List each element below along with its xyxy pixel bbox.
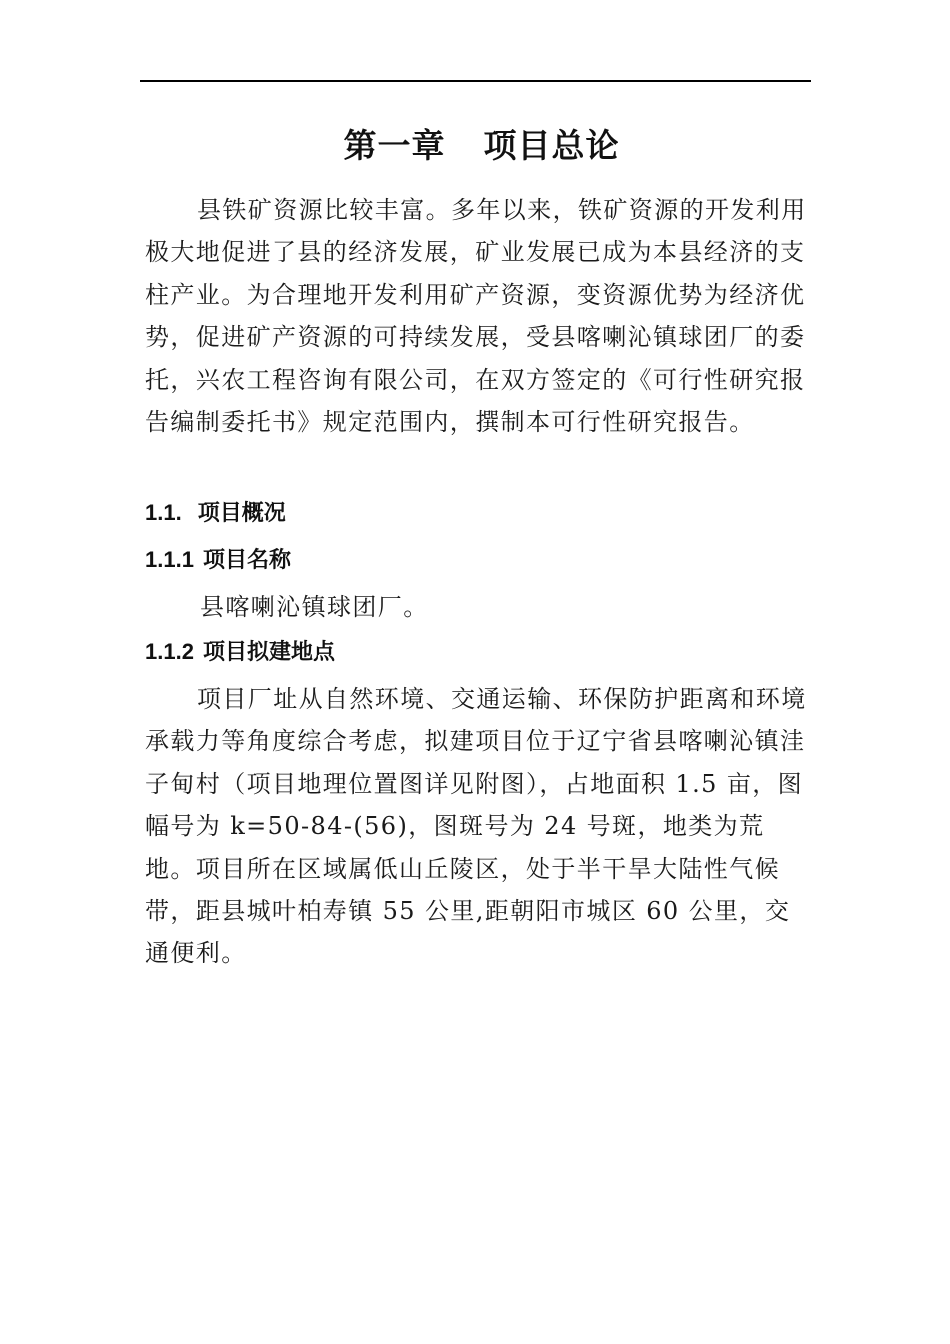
subsection-number: 1.1.1	[145, 547, 194, 572]
intro-paragraph: 县铁矿资源比较丰富。多年以来，铁矿资源的开发利用极大地促进了县的经济发展，矿业发展已成为本县经济的支柱产业。为合理地开发利用矿产资源，变资源优势为经济优势，促进矿产资源的可持续发展，受县喀喇沁镇球团厂的委托，兴农工程咨询有限公司，在双方签定的《可行性研究报告编制委托书》规定范围内，撰制本可行性研究报告。	[145, 196, 807, 437]
subsection-title: 项目拟建地点	[202, 639, 335, 664]
subsection-title: 项目名称	[202, 547, 291, 572]
subsection-heading-project-site	[145, 637, 335, 667]
chapter-name: 项目总论	[483, 126, 620, 165]
chapter-number: 第一章	[343, 126, 446, 165]
subsection-number: 1.1.2	[145, 639, 194, 664]
project-site-paragraph: 项目厂址从自然环境、交通运输、环保防护距离和环境承载力等角度综合考虑，拟建项目位于辽宁省县喀喇沁镇洼子甸村（项目地理位置图详见附图），占地面积 1.5 亩，图幅号为 k=50-84-(56)，图斑号为 24 号斑，地类为荒地。项目所在区域属低山丘陵区，处于半干旱大陆性气候带，距县城叶柏寿镇 55 公里,距朝阳市城区 60 公里，交通便利。	[145, 685, 807, 968]
section-number: 1.1.	[145, 500, 182, 525]
section-title: 项目概况	[197, 500, 286, 525]
subsection-heading-project-name	[145, 545, 291, 575]
project-name-paragraph: 县喀喇沁镇球团厂。	[200, 593, 429, 621]
chapter-title	[140, 120, 811, 172]
section-heading-overview	[145, 498, 286, 528]
header-rule	[140, 80, 811, 82]
